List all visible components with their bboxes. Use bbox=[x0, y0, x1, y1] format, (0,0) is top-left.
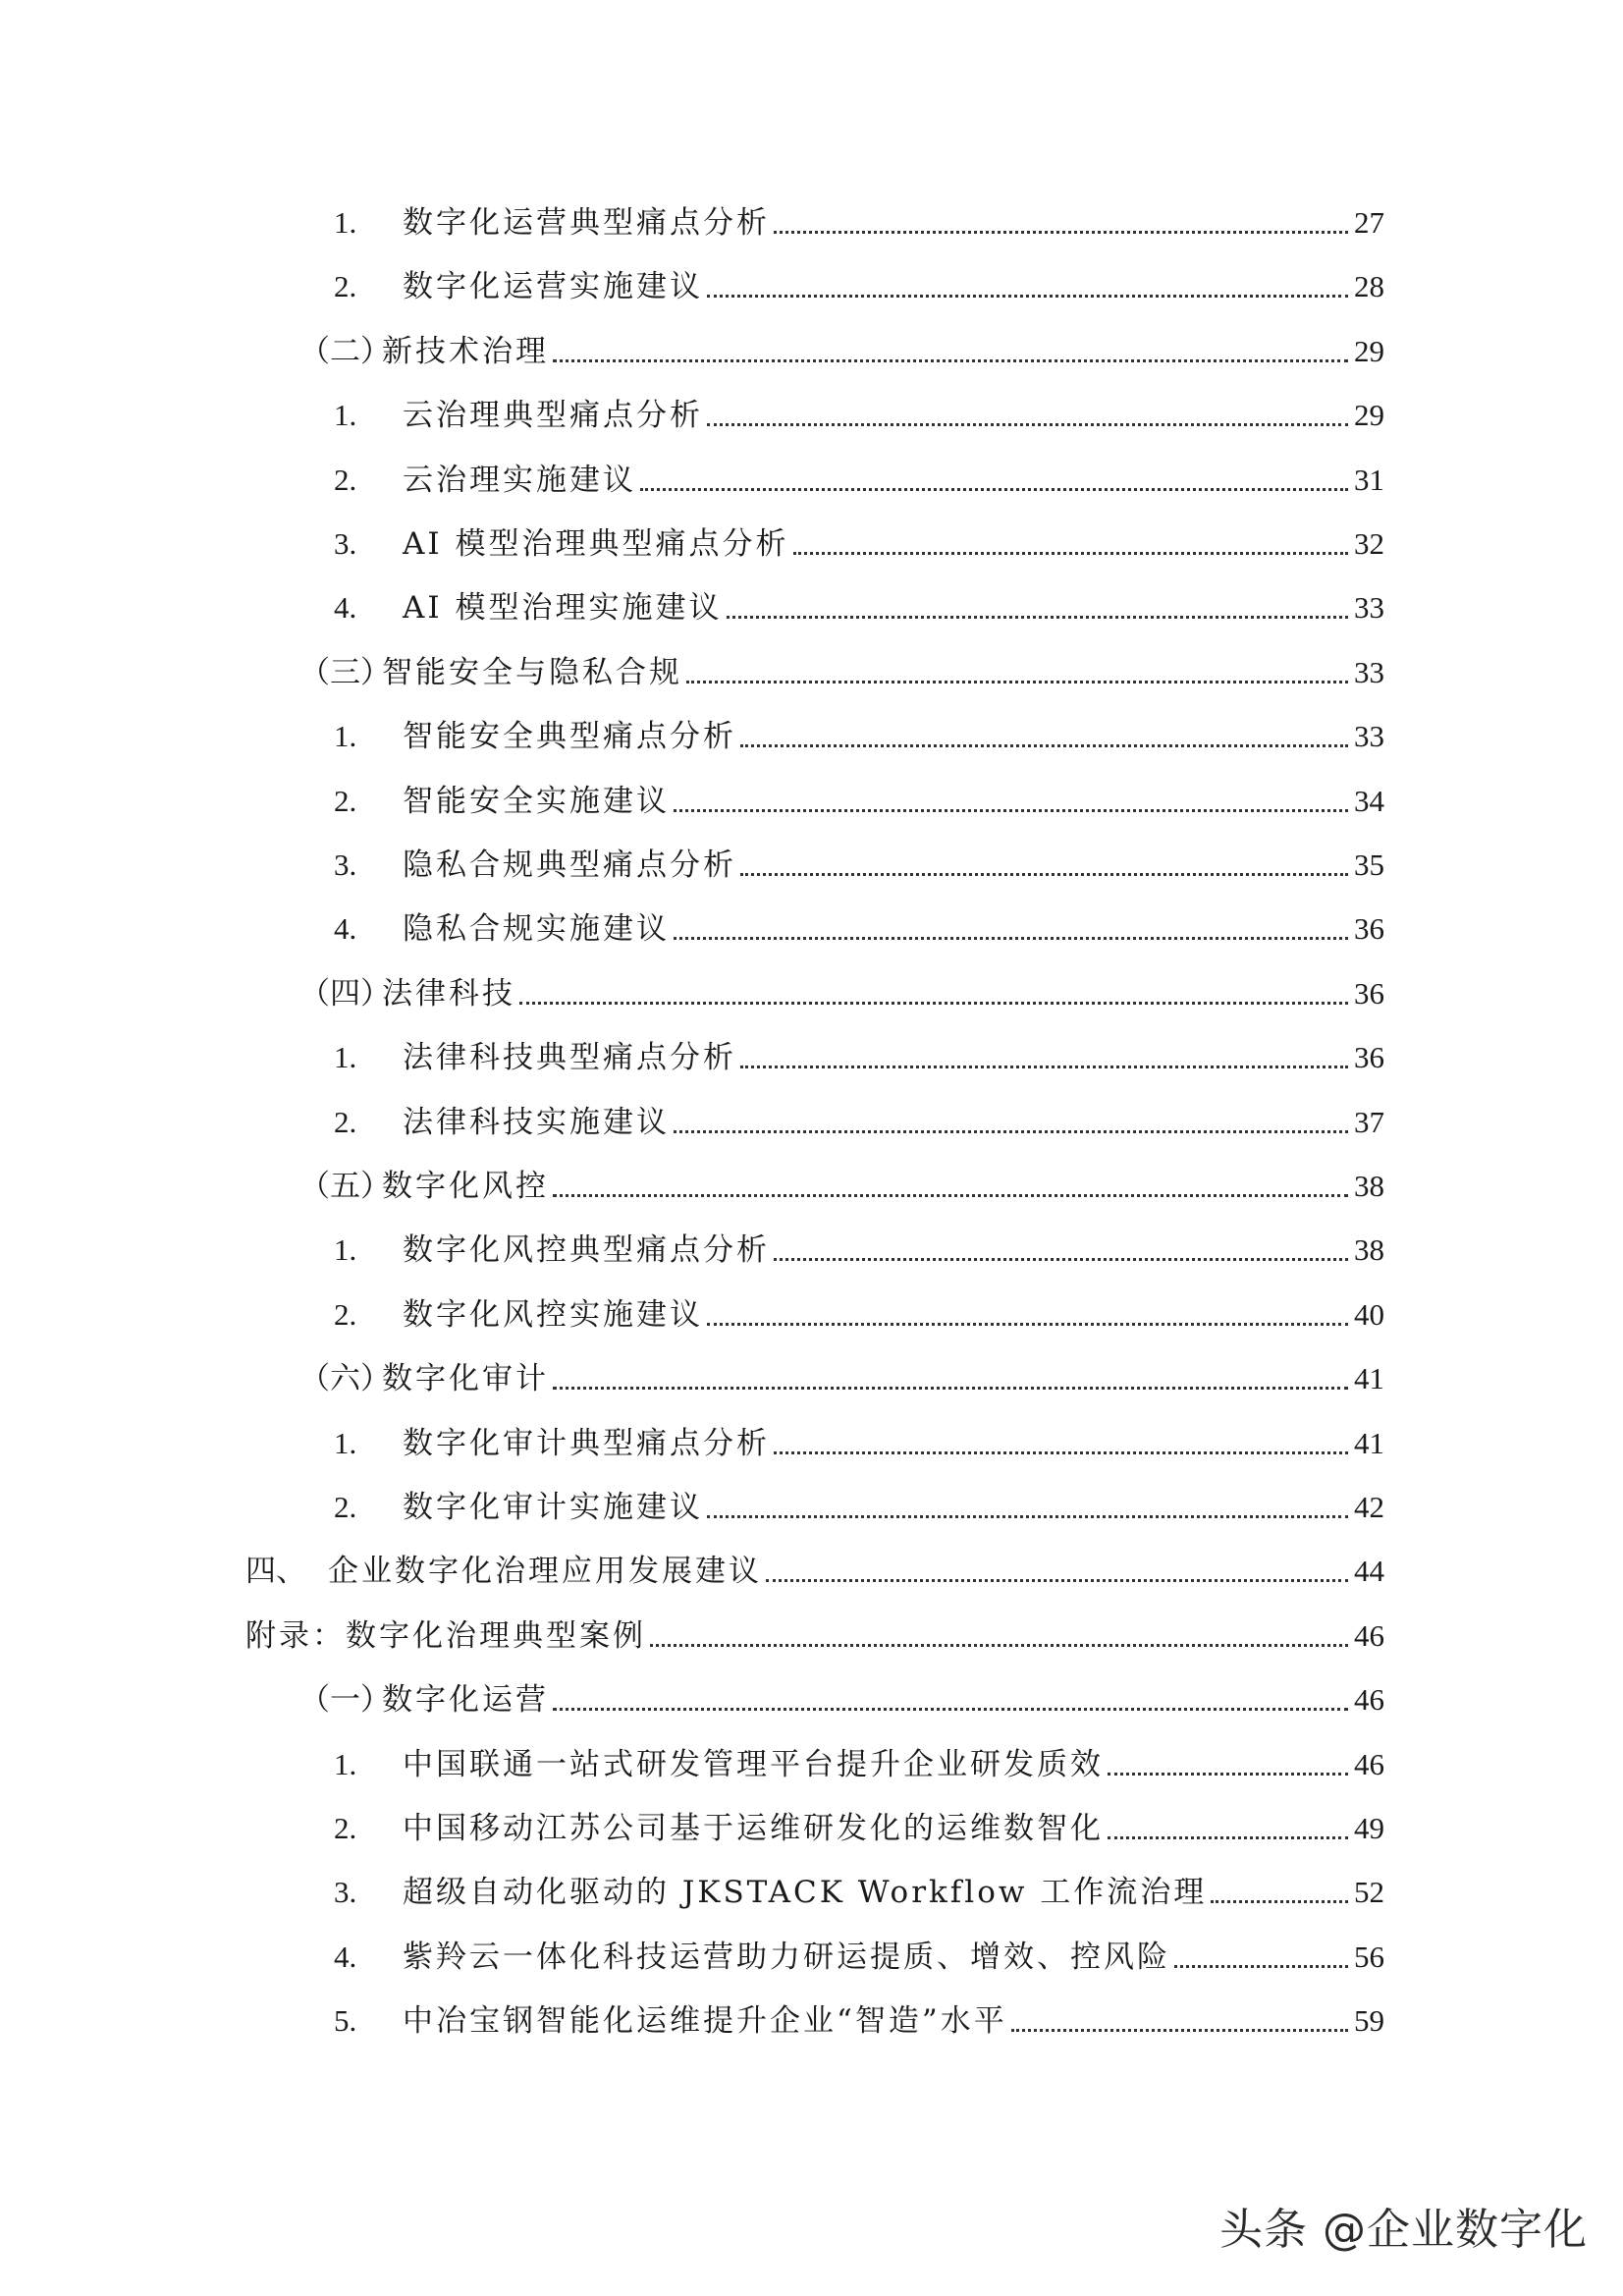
toc-entry-title: 法律科技典型痛点分析 bbox=[403, 1040, 736, 1076]
toc-entry-title: 中国移动江苏公司基于运维研发化的运维数智化 bbox=[403, 1811, 1104, 1846]
toc-entry-title: 数字化运营 bbox=[382, 1682, 549, 1719]
toc-entry-number: 3. bbox=[334, 526, 357, 561]
toc-entry-title: 中冶宝钢智能化运维提升企业“智造”水平 bbox=[403, 2003, 1007, 2040]
toc-entry[interactable] bbox=[334, 1735, 1384, 1784]
toc-dot-leader bbox=[766, 1579, 1348, 1582]
toc-entry-title: 数字化风控 bbox=[382, 1169, 549, 1204]
toc-page-number: 37 bbox=[1354, 1104, 1384, 1139]
toc-dot-leader bbox=[553, 1194, 1348, 1197]
toc-entry-number: （一） bbox=[299, 1682, 391, 1719]
toc-entry-number: 4. bbox=[334, 911, 357, 947]
toc-page-number: 46 bbox=[1354, 1682, 1384, 1718]
toc-page-number: 28 bbox=[1354, 269, 1384, 304]
toc-entry-number: 2. bbox=[334, 1296, 357, 1332]
toc-page-number: 42 bbox=[1354, 1490, 1384, 1524]
toc-entry-title: 智能安全与隐私合规 bbox=[382, 654, 682, 690]
toc-page-number: 35 bbox=[1354, 847, 1384, 882]
toc-entry-title: 企业数字化治理应用发展建议 bbox=[328, 1554, 762, 1590]
toc-dot-leader bbox=[674, 937, 1348, 940]
toc-entry-number: 3. bbox=[334, 1875, 357, 1910]
toc-dot-leader bbox=[707, 1323, 1348, 1326]
toc-entry[interactable] bbox=[334, 1093, 1384, 1142]
toc-page-number: 44 bbox=[1354, 1554, 1384, 1589]
toc-entry[interactable] bbox=[334, 193, 1384, 243]
toc-entry[interactable] bbox=[334, 386, 1384, 435]
toc-entry-number: 1. bbox=[334, 1425, 357, 1460]
toc-entry[interactable] bbox=[334, 1799, 1384, 1848]
toc-entry[interactable] bbox=[334, 1221, 1384, 1270]
toc-page-number: 34 bbox=[1354, 783, 1384, 818]
toc-entry-title: 智能安全实施建议 bbox=[403, 783, 670, 819]
toc-page-number: 33 bbox=[1354, 719, 1384, 754]
toc-entry-number: 2. bbox=[334, 1490, 357, 1524]
toc-dot-leader bbox=[740, 873, 1348, 876]
toc-dot-leader bbox=[686, 681, 1348, 683]
toc-page-number: 29 bbox=[1354, 333, 1384, 368]
toc-entry[interactable] bbox=[299, 322, 1384, 371]
toc-page-number: 46 bbox=[1354, 1746, 1384, 1781]
toc-entry-number: 4. bbox=[334, 1939, 357, 1974]
toc-dot-leader bbox=[640, 488, 1348, 491]
toc-dot-leader bbox=[707, 423, 1348, 426]
toc-dot-leader bbox=[674, 809, 1348, 812]
toc-page-number: 46 bbox=[1354, 1617, 1384, 1653]
toc-entry-title: 数字化风控实施建议 bbox=[403, 1296, 703, 1333]
toc-entry-title: 数字化风控典型痛点分析 bbox=[403, 1232, 770, 1269]
toc-page-number: 36 bbox=[1354, 911, 1384, 947]
toc-entry-title: 数字化审计实施建议 bbox=[403, 1490, 703, 1525]
toc-page-number: 29 bbox=[1354, 398, 1384, 433]
toc-entry-number: 1. bbox=[334, 398, 357, 433]
toc-dot-leader bbox=[707, 295, 1348, 298]
toc-entry[interactable] bbox=[299, 1349, 1384, 1398]
toc-page-number: 59 bbox=[1354, 2003, 1384, 2039]
toc-entry[interactable] bbox=[245, 1542, 1384, 1591]
toc-page-number: 36 bbox=[1354, 1040, 1384, 1075]
toc-entry[interactable] bbox=[299, 1157, 1384, 1206]
toc-dot-leader bbox=[553, 359, 1348, 362]
toc-entry[interactable] bbox=[334, 1478, 1384, 1527]
toc-entry-number: （五） bbox=[299, 1169, 391, 1204]
toc-entry[interactable] bbox=[334, 1414, 1384, 1463]
toc-entry-title: AI 模型治理典型痛点分析 bbox=[403, 526, 789, 562]
toc-dot-leader bbox=[1211, 1900, 1348, 1903]
toc-entry[interactable] bbox=[334, 1992, 1384, 2041]
toc-entry[interactable] bbox=[299, 1670, 1384, 1720]
toc-page-number: 41 bbox=[1354, 1361, 1384, 1396]
toc-entry-number: 2. bbox=[334, 1811, 357, 1845]
toc-entry-title: 新技术治理 bbox=[382, 333, 549, 369]
toc-entry-number: 2. bbox=[334, 783, 357, 818]
toc-entry-title: 紫羚云一体化科技运营助力研运提质、增效、控风险 bbox=[403, 1939, 1170, 1975]
toc-dot-leader bbox=[553, 1387, 1348, 1390]
toc-entry-title: 数字化运营实施建议 bbox=[403, 269, 703, 305]
toc-entry-number: 1. bbox=[334, 1232, 357, 1268]
toc-page-number: 36 bbox=[1354, 975, 1384, 1011]
toc-dot-leader bbox=[727, 616, 1349, 619]
toc-dot-leader bbox=[774, 1258, 1348, 1261]
toc-entry[interactable] bbox=[334, 900, 1384, 949]
toc-entry[interactable] bbox=[334, 836, 1384, 885]
toc-dot-leader bbox=[774, 231, 1348, 234]
toc-dot-leader bbox=[1174, 1965, 1348, 1968]
toc-entry-title: 数字化运营典型痛点分析 bbox=[403, 205, 770, 241]
toc-entry-title: 法律科技实施建议 bbox=[403, 1104, 670, 1140]
toc-entry-number: 3. bbox=[334, 847, 357, 882]
toc-entry-number: 1. bbox=[334, 205, 357, 240]
toc-entry-title: 中国联通一站式研发管理平台提升企业研发质效 bbox=[403, 1746, 1104, 1782]
toc-entry-title: 数字化审计典型痛点分析 bbox=[403, 1425, 770, 1461]
toc-entry-title: 隐私合规实施建议 bbox=[403, 911, 670, 948]
toc-page-number: 33 bbox=[1354, 654, 1384, 689]
toc-entry-number: 2. bbox=[334, 269, 357, 304]
toc-page-number: 49 bbox=[1354, 1811, 1384, 1845]
toc-entry-number: 1. bbox=[334, 1746, 357, 1781]
toc-dot-leader bbox=[1108, 1773, 1348, 1776]
toc-page-number: 27 bbox=[1354, 205, 1384, 240]
toc-dot-leader bbox=[519, 1002, 1348, 1005]
toc-dot-leader bbox=[793, 552, 1349, 555]
toc-entry[interactable] bbox=[334, 707, 1384, 756]
toc-entry-number: 四、 bbox=[245, 1554, 306, 1590]
toc-dot-leader bbox=[553, 1708, 1348, 1711]
toc-entry-number: 2. bbox=[334, 1104, 357, 1139]
toc-page-number: 33 bbox=[1354, 590, 1384, 626]
toc-dot-leader bbox=[650, 1644, 1348, 1647]
toc-page-number: 40 bbox=[1354, 1296, 1384, 1332]
toc-page-number: 52 bbox=[1354, 1875, 1384, 1910]
toc-dot-leader bbox=[1108, 1836, 1348, 1839]
toc-entry[interactable] bbox=[334, 1028, 1384, 1077]
toc-entry-number: （二） bbox=[299, 333, 391, 369]
toc-entry-number: 5. bbox=[334, 2003, 357, 2039]
toc-entry-title: 隐私合规典型痛点分析 bbox=[403, 847, 736, 883]
toc-entry[interactable] bbox=[299, 964, 1384, 1013]
toc-dot-leader bbox=[774, 1451, 1348, 1454]
toc-entry-title: 智能安全典型痛点分析 bbox=[403, 719, 736, 755]
toc-entry-number: 4. bbox=[334, 590, 357, 626]
toc-dot-leader bbox=[674, 1130, 1348, 1133]
toc-entry-number: （六） bbox=[299, 1361, 391, 1397]
toc-dot-leader bbox=[740, 744, 1348, 747]
toc-entry[interactable] bbox=[334, 1863, 1384, 1912]
toc-page-number: 31 bbox=[1354, 462, 1384, 497]
toc-entry-title: 超级自动化驱动的 JKSTACK Workflow 工作流治理 bbox=[403, 1875, 1208, 1911]
toc-page-number: 56 bbox=[1354, 1939, 1384, 1974]
toc-entry-number: 1. bbox=[334, 719, 357, 754]
toc-entry[interactable] bbox=[334, 451, 1384, 500]
toc-dot-leader bbox=[707, 1515, 1348, 1518]
toc-dot-leader bbox=[740, 1066, 1348, 1068]
toc-entry-number: （四） bbox=[299, 975, 391, 1011]
toc-entry[interactable] bbox=[299, 643, 1384, 692]
watermark: 头条 @企业数字化 bbox=[1219, 2205, 1588, 2255]
toc-page-number: 38 bbox=[1354, 1232, 1384, 1268]
toc-entry-number: 1. bbox=[334, 1040, 357, 1075]
toc-entry-title: 附录：数字化治理典型案例 bbox=[245, 1617, 646, 1654]
toc-page-number: 41 bbox=[1354, 1425, 1384, 1460]
toc-entry[interactable] bbox=[334, 1928, 1384, 1977]
toc-entry-title: 数字化审计 bbox=[382, 1361, 549, 1397]
toc-page-number: 38 bbox=[1354, 1169, 1384, 1203]
toc-entry[interactable] bbox=[334, 578, 1384, 628]
toc-entry-number: （三） bbox=[299, 654, 391, 690]
toc-entry[interactable] bbox=[334, 1285, 1384, 1335]
toc-entry-title: 云治理实施建议 bbox=[403, 462, 636, 498]
toc-entry[interactable] bbox=[245, 1607, 1384, 1656]
toc-dot-leader bbox=[1011, 2029, 1348, 2032]
toc-entry-title: 云治理典型痛点分析 bbox=[403, 398, 703, 434]
toc-entry-title: AI 模型治理实施建议 bbox=[403, 590, 723, 627]
toc-page-number: 32 bbox=[1354, 526, 1384, 561]
toc-entry-title: 法律科技 bbox=[382, 975, 515, 1011]
toc-entry[interactable] bbox=[334, 257, 1384, 306]
toc-entry-number: 2. bbox=[334, 462, 357, 497]
toc-entry[interactable] bbox=[334, 772, 1384, 821]
toc-entry[interactable] bbox=[334, 515, 1384, 564]
